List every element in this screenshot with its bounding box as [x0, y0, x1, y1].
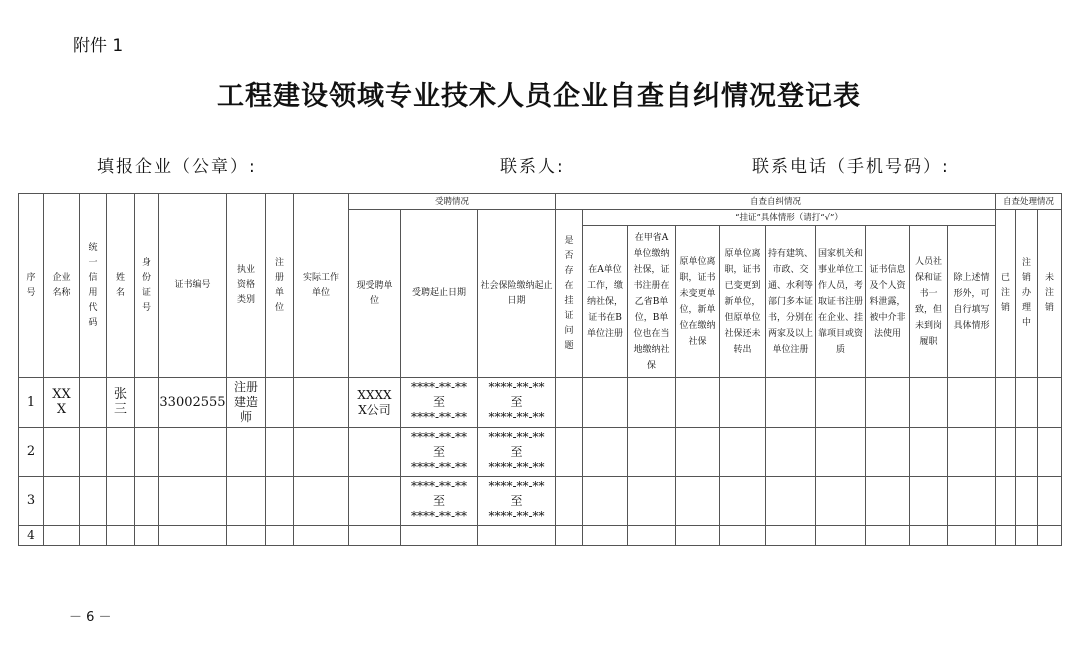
row-employ-dates: ****-**-** 至 ****-**-** [401, 428, 478, 477]
page-number: － 6 － [69, 610, 112, 625]
group-selfcheck: 自查自纠情况 [556, 194, 996, 210]
header-reg-unit: 注册单位 [266, 194, 294, 378]
page-title: 工程建设领域专业技术人员企业自查自纠情况登记表 [217, 81, 861, 112]
table-row [19, 428, 1062, 477]
header-cert-no: 证书编号 [159, 194, 227, 378]
header-case-4: 原单位离职，证书已变更到新单位，但原单位社保还未转出 [720, 226, 766, 378]
row-insurance-dates: ****-**-** 至 ****-**-** [478, 477, 556, 526]
row-cert-no: 33002555 [159, 378, 227, 428]
header-case-2: 在甲省A单位缴纳社保，证书注册在乙省B单位，B单位也在当地缴纳社保 [628, 226, 676, 378]
table-row [19, 526, 1062, 546]
group-employment: 受聘情况 [349, 194, 556, 210]
group-guazheng: “挂证”具体情形（请打“√”） [583, 210, 996, 226]
row-insurance-dates: ****-**-** 至 ****-**-** [478, 428, 556, 477]
header-employ-dates: 受聘起止日期 [401, 210, 478, 378]
header-is-guazheng: 是否存在挂证问题 [556, 210, 583, 378]
header-not-cancelled: 未注销 [1038, 210, 1062, 378]
header-id-card: 身份证号 [135, 194, 159, 378]
row-seq: 1 [19, 378, 44, 428]
header-case-1: 在A单位工作，缴纳社保，证书在B单位注册 [583, 226, 628, 378]
row-employ-dates: ****-**-** 至 ****-**-** [401, 378, 478, 428]
header-case-6: 国家机关和事业单位工作人员，考取证书注册在企业、挂靠项目或资质 [816, 226, 866, 378]
header-actual-unit: 实际工作单位 [294, 194, 349, 378]
row-seq: 2 [19, 428, 44, 477]
header-insurance-dates: 社会保险缴纳起止日期 [478, 210, 556, 378]
row-employ-dates: ****-**-** 至 ****-**-** [401, 477, 478, 526]
header-cancelling: 注销办理中 [1016, 210, 1038, 378]
header-cancelled: 已注销 [996, 210, 1016, 378]
row-current-employer: XXXXX公司 [349, 378, 401, 428]
table-row [19, 477, 1062, 526]
row-seq: 4 [19, 526, 44, 546]
registration-table [18, 193, 1062, 546]
header-case-5: 持有建筑、市政、交通、水利等部门多本证书，分别在两家及以上单位注册 [766, 226, 816, 378]
table-row [19, 378, 1062, 428]
row-name: 张三 [107, 378, 135, 428]
row-actual-unit [294, 378, 349, 428]
row-company: XXX [44, 378, 80, 428]
row-credit-code [80, 378, 107, 428]
annex-label: 附件 1 [73, 36, 124, 56]
row-insurance-dates: ****-**-** 至 ****-**-** [478, 378, 556, 428]
row-reg-unit [266, 378, 294, 428]
header-case-9: 除上述情形外，可自行填写具体情形 [948, 226, 996, 378]
header-name: 姓名 [107, 194, 135, 378]
header-case-8: 人员社保和证书一致，但未到岗履职 [910, 226, 948, 378]
row-seq: 3 [19, 477, 44, 526]
header-credit-code: 统一信用代码 [80, 194, 107, 378]
company-seal-label: 填报企业（公章）: [97, 157, 257, 177]
header-case-3: 原单位离职，证书未变更单位，新单位在缴纳社保 [676, 226, 720, 378]
header-case-7: 证书信息及个人资料泄露，被中介非法使用 [866, 226, 910, 378]
contact-phone-label: 联系电话（手机号码）: [752, 157, 950, 177]
header-qual-type: 执业资格类别 [227, 194, 266, 378]
row-id-card [135, 378, 159, 428]
group-handling: 自查处理情况 [996, 194, 1062, 210]
header-current-employer: 现受聘单位 [349, 210, 401, 378]
contact-person-label: 联系人: [500, 157, 565, 177]
header-company: 企业名称 [44, 194, 80, 378]
row-qual-type: 注册建造师 [227, 378, 266, 428]
header-seq: 序号 [19, 194, 44, 378]
